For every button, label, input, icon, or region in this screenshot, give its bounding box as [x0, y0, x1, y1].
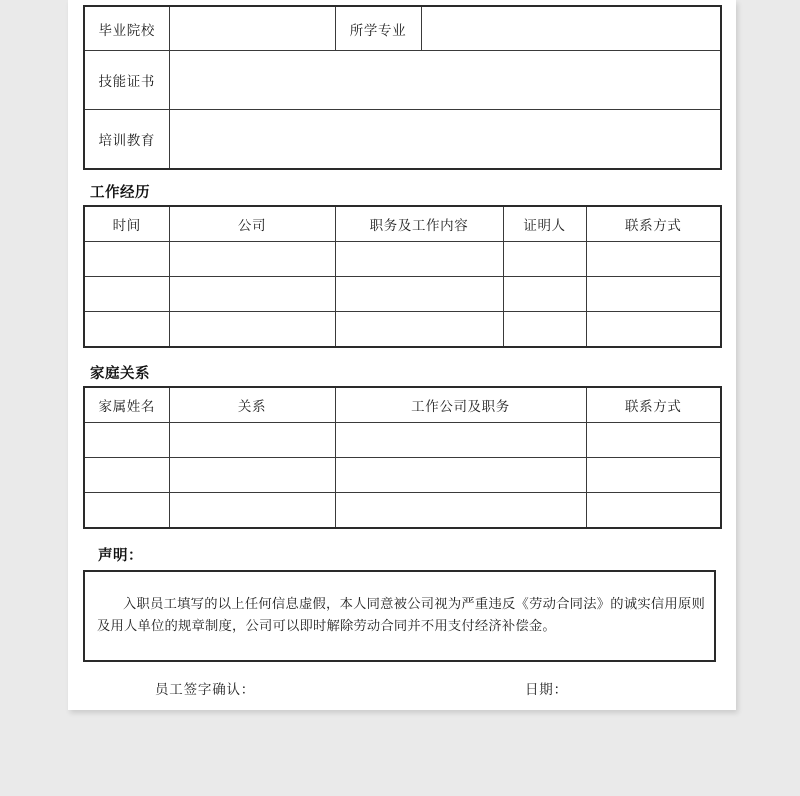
table-header-row: [84, 387, 721, 423]
work-header-reference: 证明人: [503, 206, 586, 242]
work-cell-position-duties[interactable]: [335, 312, 503, 348]
section-heading-work-experience: 工作经历: [90, 185, 150, 201]
work-cell-reference[interactable]: [503, 312, 586, 348]
section-heading-declaration: 声明：: [98, 548, 143, 564]
document-paper: [68, 0, 736, 710]
work-cell-company[interactable]: [169, 242, 335, 277]
education-table-container: [83, 5, 722, 170]
declaration-box: [83, 570, 716, 662]
declaration-text: 入职员工填写的以上任何信息虚假，本人同意被公司视为严重违反《劳动合同法》的诚实信用原则及用人单位的规章制度，公司可以即时解除劳动合同并不用支付经济补偿金。: [97, 597, 705, 634]
family-cell-contact[interactable]: [586, 493, 721, 529]
work-cell-time[interactable]: [84, 242, 169, 277]
signature-row: [83, 678, 716, 702]
table-row: [84, 458, 721, 493]
family-cell-company-position[interactable]: [335, 493, 586, 529]
family-header-company-position: 工作公司及职务: [335, 387, 586, 423]
label-skill-certificate: 技能证书: [84, 51, 169, 110]
table-header-row: [84, 206, 721, 242]
field-training-education[interactable]: [169, 110, 721, 170]
family-cell-relation[interactable]: [169, 423, 335, 458]
label-training-education: 培训教育: [84, 110, 169, 170]
family-relations-table: [83, 386, 722, 529]
employee-signature-label: 员工签字确认：: [155, 682, 256, 698]
family-header-relation: 关系: [169, 387, 335, 423]
work-cell-position-duties[interactable]: [335, 277, 503, 312]
work-experience-table-container: [83, 205, 722, 348]
family-cell-name[interactable]: [84, 493, 169, 529]
work-header-contact: 联系方式: [586, 206, 721, 242]
label-graduation-school: 毕业院校: [84, 6, 169, 51]
date-label: 日期：: [525, 682, 568, 698]
table-row: [84, 423, 721, 458]
family-cell-relation[interactable]: [169, 458, 335, 493]
table-row: [84, 312, 721, 348]
work-cell-contact[interactable]: [586, 242, 721, 277]
education-table: [83, 5, 722, 170]
family-cell-company-position[interactable]: [335, 423, 586, 458]
work-cell-reference[interactable]: [503, 277, 586, 312]
table-row: [84, 6, 721, 51]
work-cell-time[interactable]: [84, 312, 169, 348]
label-major: 所学专业: [335, 6, 421, 51]
table-row: [84, 110, 721, 170]
work-cell-contact[interactable]: [586, 277, 721, 312]
work-cell-position-duties[interactable]: [335, 242, 503, 277]
table-row: [84, 493, 721, 529]
work-cell-reference[interactable]: [503, 242, 586, 277]
work-header-position-duties: 职务及工作内容: [335, 206, 503, 242]
section-heading-family-relations: 家庭关系: [90, 366, 150, 382]
work-header-time: 时间: [84, 206, 169, 242]
family-header-contact: 联系方式: [586, 387, 721, 423]
work-header-company: 公司: [169, 206, 335, 242]
field-skill-certificate[interactable]: [169, 51, 721, 110]
family-cell-company-position[interactable]: [335, 458, 586, 493]
work-cell-contact[interactable]: [586, 312, 721, 348]
work-cell-company[interactable]: [169, 312, 335, 348]
family-cell-name[interactable]: [84, 458, 169, 493]
family-cell-contact[interactable]: [586, 458, 721, 493]
table-row: [84, 277, 721, 312]
field-major[interactable]: [421, 6, 721, 51]
work-cell-time[interactable]: [84, 277, 169, 312]
family-header-name: 家属姓名: [84, 387, 169, 423]
family-cell-contact[interactable]: [586, 423, 721, 458]
field-graduation-school[interactable]: [169, 6, 335, 51]
work-experience-table: [83, 205, 722, 348]
family-cell-relation[interactable]: [169, 493, 335, 529]
table-row: [84, 51, 721, 110]
family-cell-name[interactable]: [84, 423, 169, 458]
table-row: [84, 242, 721, 277]
work-cell-company[interactable]: [169, 277, 335, 312]
family-relations-table-container: [83, 386, 722, 529]
